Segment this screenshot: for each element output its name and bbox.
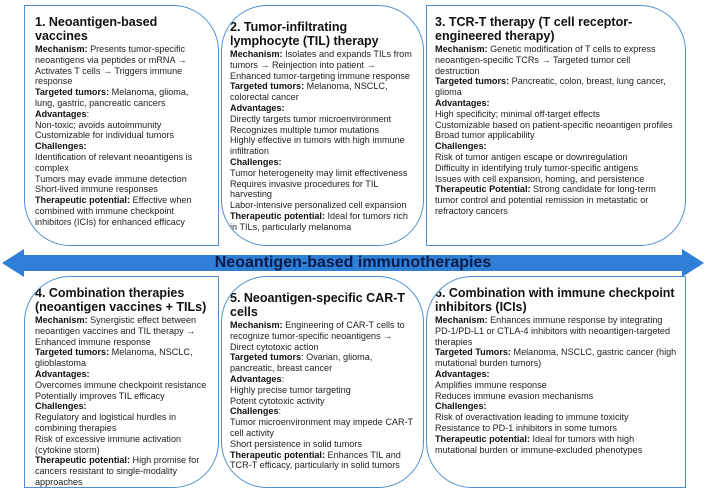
panel-line	[435, 380, 677, 391]
line-text: Short-lived immune responses	[35, 184, 158, 195]
line-text: Synergistic effect between neoantigen vaccines and TIL therapy → Enhanced immune response	[35, 315, 197, 347]
line-label: Mechanism:	[35, 315, 88, 325]
panel-line	[35, 434, 210, 456]
line-label: Challenges	[230, 406, 279, 417]
line-label: Advantages:	[35, 368, 90, 379]
line-text: Non-toxic; avoids autoimmunity	[35, 119, 162, 130]
line-label: Therapeutic potential:	[35, 195, 130, 206]
panel-line	[435, 174, 677, 185]
line-text: Amplifies immune response	[435, 379, 547, 390]
line-text: Directly targets tumor microenvironment	[230, 113, 392, 124]
line-text: Ideal for tumors rich in TILs, particularly melanoma	[230, 210, 408, 232]
panel-line	[35, 109, 210, 120]
line-text: Potentially improves TIL efficacy	[35, 390, 165, 401]
line-text: Tumor microenvironment may impede CAR-T cell activity	[230, 417, 413, 438]
panel-line	[435, 120, 677, 131]
line-label: Targeted tumors:	[35, 347, 110, 358]
panel-line	[435, 391, 677, 402]
panel-til-therapy	[221, 5, 424, 246]
line-text: Melanoma, NSCLC, gastric cancer (high mutational burden tumors)	[435, 347, 677, 369]
panel-line	[435, 141, 677, 152]
panel-title: 4. Combination therapies (neoantigen vaccines + TILs)	[35, 286, 207, 314]
panel-line	[230, 200, 413, 211]
panel-line	[435, 412, 677, 423]
panel-title: 1. Neoantigen-based vaccines	[35, 15, 158, 43]
panel-line	[435, 369, 677, 380]
line-text: Short persistence in solid tumors	[230, 438, 362, 449]
panel-line	[35, 87, 210, 109]
panel-line	[35, 195, 210, 227]
line-text: Engineering of CAR-T cells to recognize tumor-specific neoantigens → Direct cytotoxic action	[230, 320, 405, 352]
line-label: Challenges:	[35, 141, 87, 152]
panel-line	[230, 406, 413, 417]
panel-line	[35, 174, 210, 185]
line-text: Tumors may evade immune detection	[35, 173, 187, 184]
line-label: Targeted tumors:	[35, 87, 110, 98]
panel-neoantigen-vaccines	[24, 5, 219, 246]
line-label: Targeted tumors	[230, 352, 302, 363]
panel-line	[230, 135, 413, 157]
line-label: Advantages:	[435, 97, 490, 108]
line-text: Requires invasive procedures for TIL harvesting	[230, 178, 379, 200]
line-label: Therapeutic potential:	[230, 449, 325, 460]
line-label: Mechanism:	[35, 44, 88, 54]
line-text: Effective when combined with immune checkpoint inhibitors (ICIs) for enhanced efficacy	[35, 195, 192, 227]
line-text: Highly precise tumor targeting	[230, 384, 351, 395]
line-label: Therapeutic potential:	[230, 210, 325, 221]
panel-line	[230, 125, 413, 136]
line-text: Issues with cell expansion, homing, and persistence	[435, 173, 645, 184]
panel-line	[230, 168, 413, 179]
panel-line	[230, 103, 413, 114]
line-label: Mechanism:	[230, 320, 283, 330]
line-text: :	[278, 406, 282, 417]
panel-line	[435, 315, 677, 347]
panel-title: 5. Neoantigen-specific CAR-T cells	[230, 291, 406, 319]
line-text: Risk of overactivation leading to immune toxicity	[435, 412, 629, 423]
panel-line	[435, 109, 677, 120]
line-label: Targeted Tumors:	[435, 347, 511, 358]
line-text: Labor-intensive personalized cell expansion	[230, 200, 407, 211]
panel-line	[230, 179, 413, 201]
line-text: :	[86, 108, 90, 119]
line-text: Overcomes immune checkpoint resistance	[35, 379, 207, 390]
panel-line	[230, 450, 413, 472]
panel-line	[35, 120, 210, 131]
line-text: Regulatory and logistical hurdles in combining therapies	[35, 412, 177, 433]
panel-body	[35, 44, 210, 228]
line-text: Presents tumor-specific neoantigens via peptides or mRNA → Activates T cells → Triggers immune response	[35, 44, 187, 87]
panel-checkpoint-inhibitors	[426, 276, 686, 488]
panel-line	[35, 347, 210, 369]
line-label: Mechanism:	[435, 315, 488, 325]
panel-line	[230, 439, 413, 450]
panel-line	[35, 401, 210, 412]
line-text: Enhances TIL and TCR-T efficacy, particularly in solid tumors	[230, 449, 401, 471]
line-label: Targeted tumors:	[435, 76, 510, 87]
panel-line	[35, 380, 210, 391]
line-text: Identification of relevant neoantigens is complex	[35, 151, 193, 173]
line-text: Resistance to PD-1 inhibitors in some tumors	[435, 422, 617, 433]
panel-line	[230, 396, 413, 407]
line-text: Customizable based on patient-specific neoantigen profiles	[435, 119, 673, 130]
line-text: High specificity; minimal off-target effects	[435, 108, 600, 119]
line-text: Melanoma, NSCLC, glioblastoma	[35, 347, 193, 369]
panel-line	[435, 434, 677, 456]
panel-line	[35, 152, 210, 174]
line-text: Pancreatic, colon, breast, lung cancer, glioma	[435, 76, 666, 98]
panel-line	[230, 385, 413, 396]
line-label: Challenges:	[435, 141, 487, 152]
panel-line	[35, 44, 210, 87]
line-label: Challenges:	[35, 401, 87, 412]
line-text: Recognizes multiple tumor mutations	[230, 124, 380, 135]
line-text: Broad tumor applicability	[435, 130, 535, 141]
panel-body	[35, 315, 210, 488]
panel-line	[230, 320, 413, 352]
line-label: Targeted tumors:	[230, 81, 305, 92]
panel-line	[435, 401, 677, 412]
line-text: Reduces immune evasion mechanisms	[435, 390, 594, 401]
line-label: Challenges:	[230, 156, 282, 167]
line-text: Enhances immune response by integrating PD-1/PD-L1 or CTLA-4 inhibitors with neoantigen-targeted therapies	[435, 315, 671, 347]
line-label: Mechanism:	[435, 44, 488, 54]
panel-line	[435, 76, 677, 98]
line-text: Melanoma, glioma, lung, gastric, pancreatic cancers	[35, 87, 189, 108]
panel-title: 3. TCR-T therapy (T cell receptor-engineered therapy)	[435, 15, 633, 43]
panel-line	[35, 412, 210, 434]
panel-line	[435, 347, 677, 369]
line-label: Advantages:	[230, 102, 285, 113]
panel-line	[435, 163, 677, 174]
panel-line	[230, 352, 413, 374]
panel-line	[230, 374, 413, 385]
panel-body	[435, 315, 677, 455]
panel-car-t-cells	[221, 276, 424, 488]
diagram-banner-title: Neoantigen-based immunotherapies	[214, 254, 492, 271]
panel-line	[435, 184, 677, 216]
line-label: Mechanism:	[230, 49, 283, 59]
panel-title: 6. Combination with immune checkpoint inhibitors (ICIs)	[435, 286, 675, 314]
panel-line	[230, 211, 413, 233]
panel-line	[435, 423, 677, 434]
panel-line	[230, 81, 413, 103]
panel-body	[230, 49, 413, 233]
panel-line	[435, 44, 677, 76]
line-label: Advantages	[35, 108, 87, 119]
panel-line	[230, 157, 413, 168]
line-text: Genetic modification of T cells to express neoantigen-specific TCRs → Targeted tumor cell destruction	[435, 44, 656, 76]
panel-line	[35, 455, 210, 487]
panel-line	[435, 130, 677, 141]
panel-line	[35, 369, 210, 380]
line-text: :	[281, 373, 285, 384]
panel-combination-therapies	[24, 276, 219, 488]
line-text: Customizable for individual tumors	[35, 130, 174, 141]
panel-line	[435, 152, 677, 163]
line-label: Therapeutic potential:	[35, 455, 130, 466]
panel-body	[435, 44, 677, 217]
panel-line	[230, 114, 413, 125]
line-label: Therapeutic Potential:	[435, 184, 531, 195]
line-label: Advantages:	[435, 368, 490, 379]
line-text: Highly effective in tumors with high immune infiltration	[230, 135, 405, 157]
line-text: High promise for cancers resistant to single-modality approaches	[35, 455, 200, 487]
line-text: Tumor heterogeneity may limit effectiveness	[230, 167, 408, 178]
line-text: : Ovarian, glioma, pancreatic, breast cancer	[230, 352, 373, 374]
line-text: Melanoma, NSCLC, colorectal cancer	[230, 81, 388, 103]
panel-line	[35, 184, 210, 195]
panel-line	[230, 49, 413, 81]
line-text: Ideal for tumors with high mutational burden or immune-excluded phenotypes	[435, 433, 643, 455]
panel-tcr-t-therapy	[426, 5, 686, 246]
line-text: Difficulty in identifying truly tumor-specific antigens	[435, 162, 639, 173]
line-label: Challenges:	[435, 401, 487, 412]
line-text: Risk of tumor antigen escape or downregulation	[435, 151, 628, 162]
panel-line	[35, 141, 210, 152]
line-label: Therapeutic potential:	[435, 433, 530, 444]
panel-line	[35, 315, 210, 347]
panel-line	[35, 130, 210, 141]
panel-line	[35, 391, 210, 402]
line-label: Advantages	[230, 373, 282, 384]
line-text: Risk of excessive immune activation (cytokine storm)	[35, 433, 182, 455]
line-text: Potent cytotoxic activity	[230, 395, 325, 406]
panel-body	[230, 320, 413, 471]
panel-title: 2. Tumor-infiltrating lymphocyte (TIL) therapy	[230, 20, 379, 48]
line-text: Isolates and expands TILs from tumors → Reinjection into patient → Enhanced tumor-targeting immune response	[230, 49, 412, 81]
line-text: Strong candidate for long-term tumor control and potential remission in metastatic or refractory cancers	[435, 184, 656, 216]
panel-line	[435, 98, 677, 109]
panel-line	[230, 417, 413, 439]
